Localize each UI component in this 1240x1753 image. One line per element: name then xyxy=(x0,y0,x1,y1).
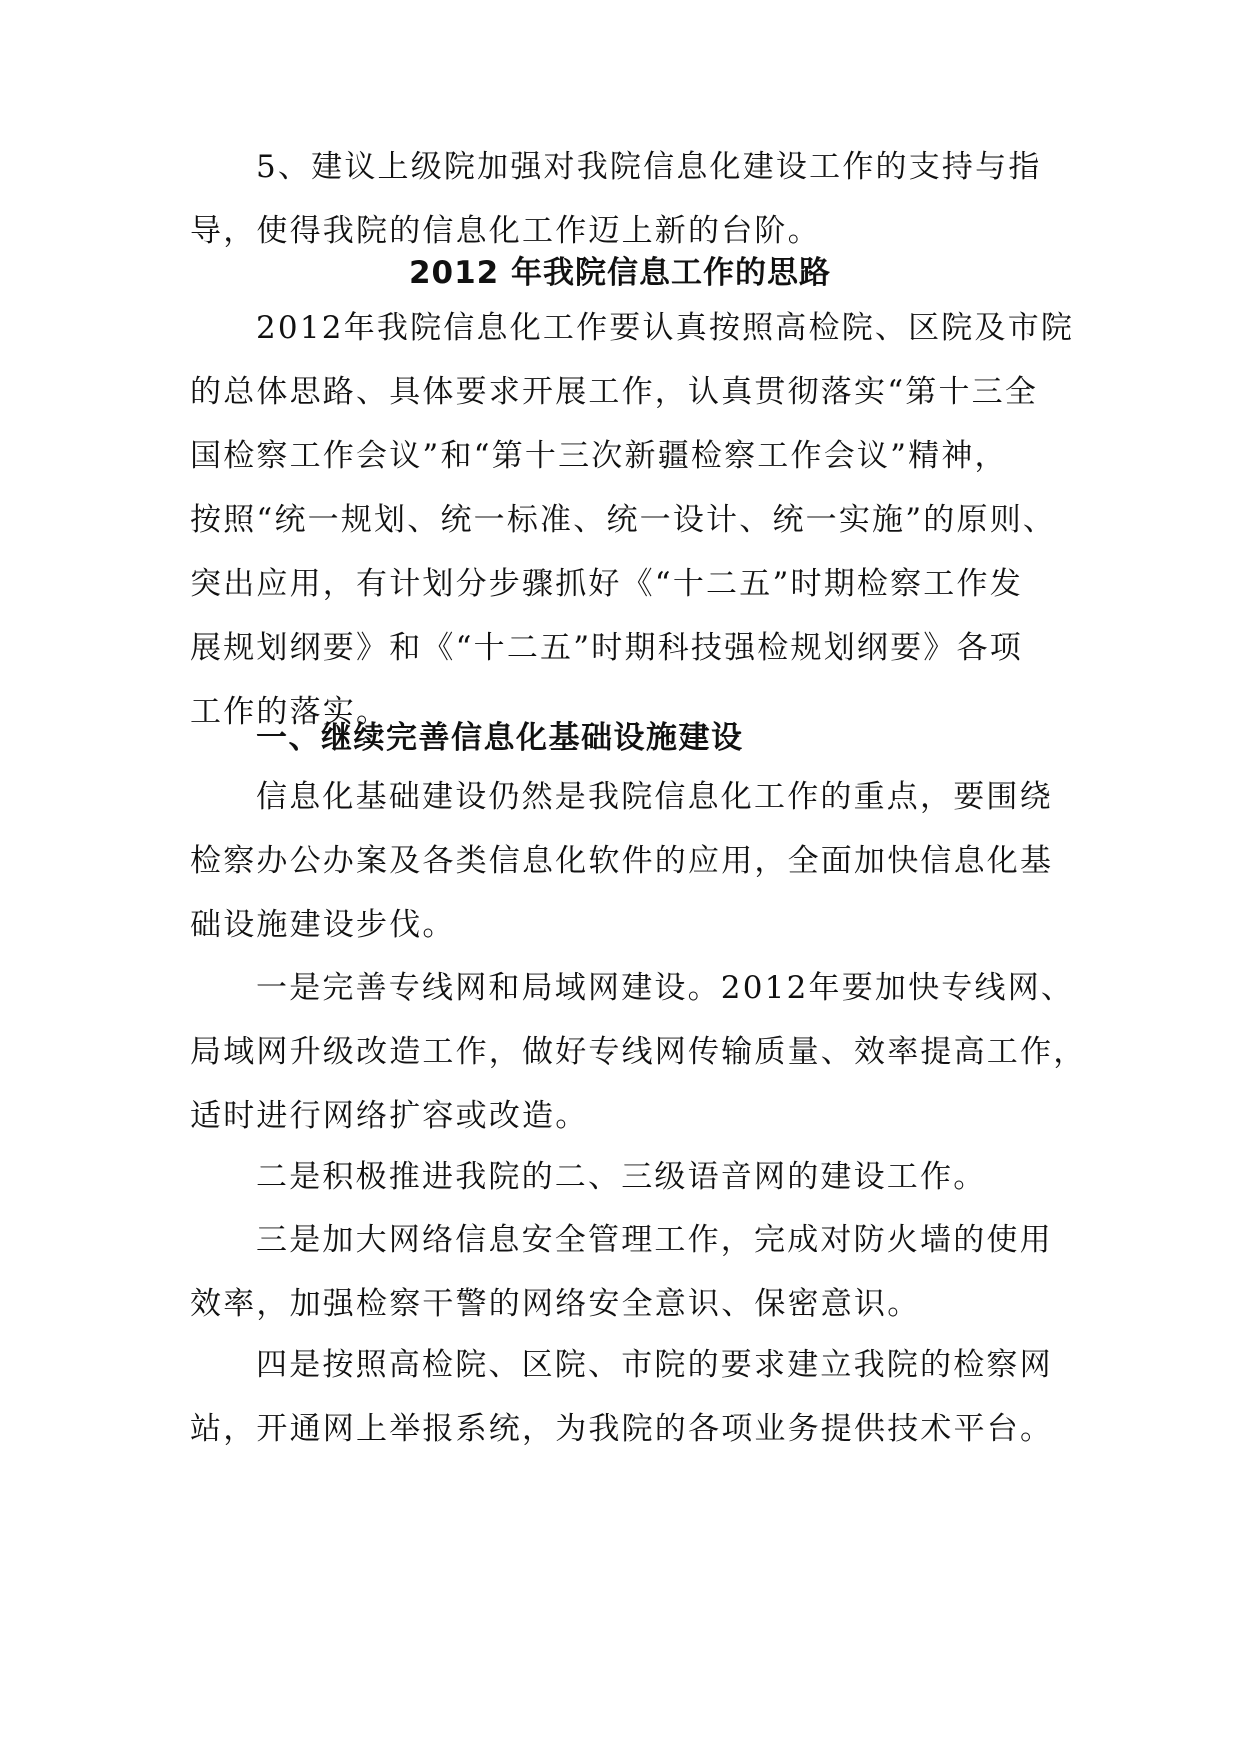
paragraph-line: 2012年我院信息化工作要认真按照高检院、区院及市院 xyxy=(256,310,1075,346)
paragraph-line: 一是完善专线网和局域网建设。2012年要加快专线网、 xyxy=(256,970,1075,1006)
document-title: 2012 年我院信息工作的思路 xyxy=(408,255,832,291)
paragraph-line: 的总体思路、具体要求开展工作，认真贯彻落实“第十三全 xyxy=(190,374,1039,410)
paragraph-line: 展规划纲要》和《“十二五”时期科技强检规划纲要》各项 xyxy=(190,630,1023,666)
paragraph-item-4 xyxy=(190,1333,1054,1461)
section-heading: 一、继续完善信息化基础设施建设 xyxy=(256,720,744,756)
paragraph-line: 效率，加强检察干警的网络安全意识、保密意识。 xyxy=(190,1286,921,1322)
paragraph-line: 二是积极推进我院的二、三级语音网的建设工作。 xyxy=(256,1159,987,1195)
paragraph-intro xyxy=(190,296,1075,744)
paragraph-line: 三是加大网络信息安全管理工作，完成对防火墙的使用 xyxy=(256,1222,1053,1258)
paragraph-line: 工作的落实。 xyxy=(190,694,390,730)
paragraph-item-1 xyxy=(190,956,1087,1148)
paragraph-line: 导，使得我院的信息化工作迈上新的台阶。 xyxy=(190,213,821,249)
paragraph-line: 四是按照高检院、区院、市院的要求建立我院的检察网 xyxy=(256,1347,1053,1383)
paragraph-line: 突出应用，有计划分步骤抓好《“十二五”时期检察工作发 xyxy=(190,566,1023,602)
paragraph-line: 按照“统一规划、统一标准、统一设计、统一实施”的原则、 xyxy=(190,502,1057,538)
paragraph-line: 检察办公办案及各类信息化软件的应用，全面加快信息化基 xyxy=(190,843,1054,879)
paragraph-section-intro xyxy=(190,765,1054,957)
paragraph-line: 适时进行网络扩容或改造。 xyxy=(190,1098,589,1134)
paragraph-item-2 xyxy=(190,1145,1050,1209)
paragraph-line: 础设施建设步伐。 xyxy=(190,907,456,943)
paragraph-item-3 xyxy=(190,1208,1053,1336)
paragraph-line: 站，开通网上举报系统，为我院的各项业务提供技术平台。 xyxy=(190,1411,1054,1447)
paragraph-line: 局域网升级改造工作，做好专线网传输质量、效率提高工作， xyxy=(190,1034,1087,1070)
paragraph-line: 5、建议上级院加强对我院信息化建设工作的支持与指 xyxy=(256,149,1042,185)
paragraph-line: 国检察工作会议”和“第十三次新疆检察工作会议”精神， xyxy=(190,438,1008,474)
paragraph-line: 信息化基础建设仍然是我院信息化工作的重点，要围绕 xyxy=(256,779,1053,815)
